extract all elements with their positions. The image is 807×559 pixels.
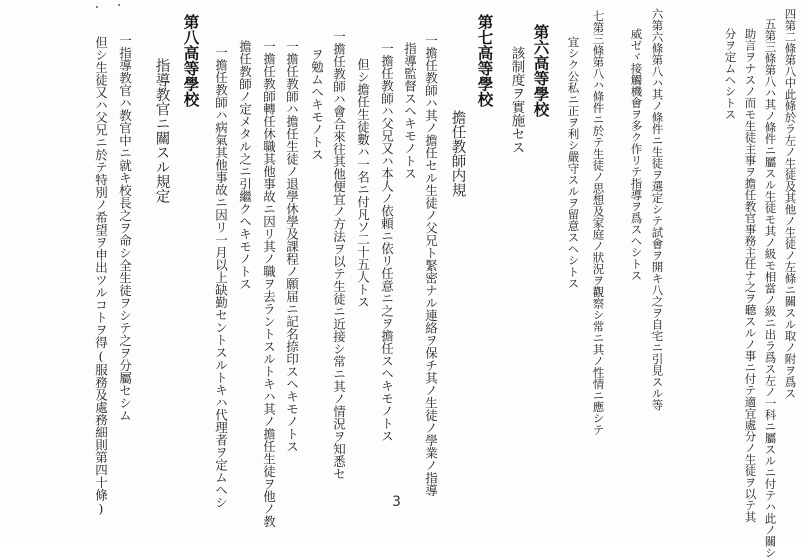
text-line: 指導監督スヘキモノトス — [402, 42, 418, 180]
text-line: 該制度ヲ實施セス — [508, 46, 525, 154]
section-heading: 第八高等學校 — [181, 14, 201, 107]
text-line: 一擔任教師ハ擔任生徒ノ退學休學及課程ノ願届ニ記名捺印スヘキモノトス — [284, 40, 300, 453]
text-line: 分ヲ定ムヘシトス — [723, 28, 738, 120]
text-line: 一擔任教師ハ病氣其他事故ニ因リ一月以上缺勤セントスルトキハ代理者ヲ定ムヘシ — [213, 46, 229, 509]
section-subheading: 擔任教師内規 — [449, 110, 466, 197]
text-line: 宜シク公私ニ正ヲ利シ嚴守スルヲ留意スヘシトス — [566, 36, 581, 289]
text-line: 但シ生徒又ハ父兄ニ於テ特別ノ希望ヲ申出ツルコトヲ得(服務及處務細則第四十條) — [93, 36, 109, 516]
text-line: 一擔任教師ハ會合來往其他便宜ノ方法ヲ以テ生徒ニ近接シ常ニ其ノ情況ヲ知悉セ — [331, 30, 347, 480]
text-line: ヲ勉ムヘキモノトス — [309, 48, 325, 161]
text-line: 但シ擔任生徒數ハ一名ニ付凡ソ二十五人トス — [355, 58, 371, 308]
ink-mark — [118, 4, 120, 6]
section-heading: 第七高等學校 — [475, 14, 495, 107]
text-line: 一指導教官ハ教官中ニ就キ校長之ヲ命シ全生徒ヲシテ之ヲ分屬セシム — [117, 34, 133, 422]
text-line: 四第二條第八中此條於ラ左ノ生徒及其他ノ生徒ノ左條ニ關スル取ノ附ヲ爲ス — [783, 8, 798, 399]
text-line: 擔任教師ノ定メタル之ニ引繼クヘキモノトス — [237, 40, 253, 290]
text-line: 一擔任教師ハ其ノ擔任セル生徒ノ父兄ト緊密ナル連絡ヲ保チ其ノ生徒ノ學業ノ指導 — [423, 34, 439, 497]
page-number: 3 — [392, 494, 401, 510]
section-subheading: 指導教官ニ關スル規定 — [153, 58, 170, 203]
ink-mark — [96, 6, 98, 8]
text-line: 六第六條第八ハ其ノ條件ニ生徒ヲ選定シテ試會ヲ開キ八之ヲ自宅ニ引見スル等 — [650, 8, 665, 411]
text-line: 威ゼヾ接觸機會ヲ多ク作リテ指導ヲ爲スヘシトス — [629, 28, 644, 281]
text-line: 一擔任教師轉任休職其他事故ニ因リ其ノ職ヲ去ラントスルトキハ其ノ擔任生徒ヲ他ノ教 — [261, 40, 277, 528]
text-line: 助言ヲナスノ而モ生徒主事ヲ擔任教官事務主任ナ之ヲ聽スルノ事ニ付テ適宜處分ノ生徒ヲ以テ其 — [743, 28, 758, 523]
text-line: 五第三條第八ハ其ノ條件ニ屬スル生徒モ其ノ級モ相當ノ級ニ出ラ爲ス左ノ一科ニ屬スルニ付テハ此ノ關シ — [763, 18, 778, 559]
text-line: 一擔任教師ハ父兄又ハ本人ノ依頼ニ依リ任意ニ之ヲ擔任スヘキモノトス — [379, 42, 395, 442]
text-line: 七第三條第八ハ條件ニ於テ生徒ノ思想及家庭ノ狀況ヲ觀察シ常ニ其ノ性情ニ應シテ — [591, 10, 606, 436]
section-heading: 第六高等學校 — [531, 24, 551, 117]
